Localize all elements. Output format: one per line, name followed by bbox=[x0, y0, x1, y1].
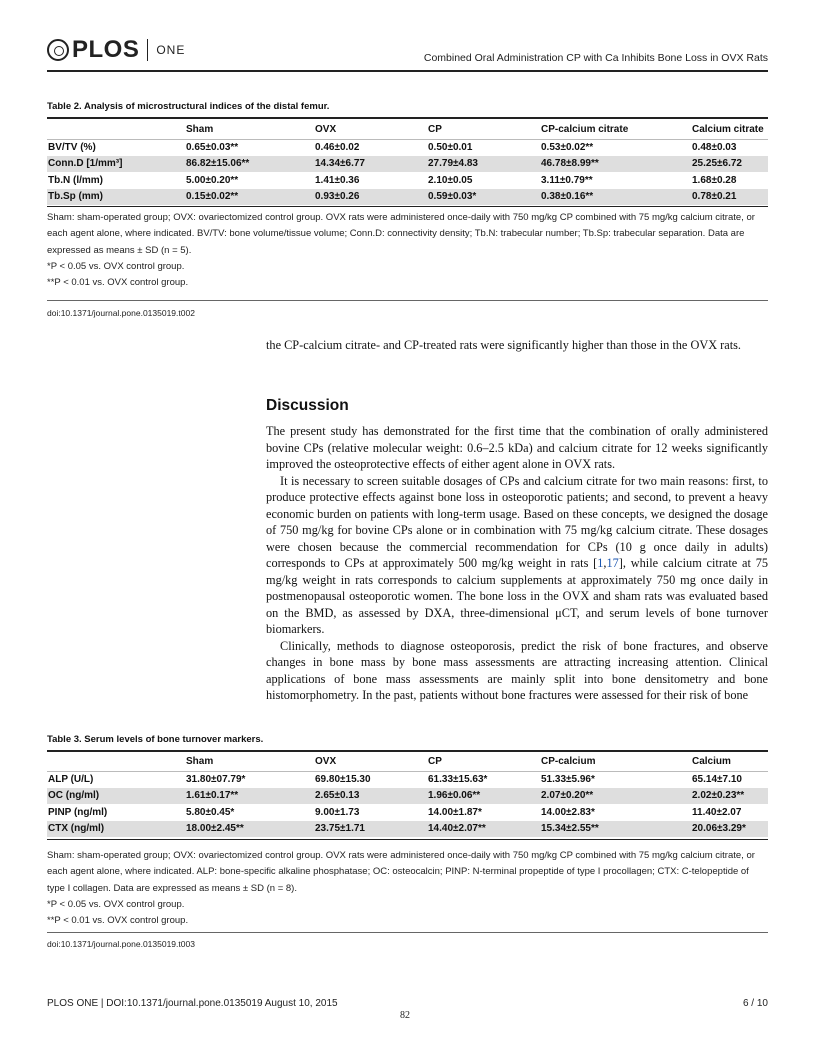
text: , bbox=[603, 556, 607, 570]
section-heading: Discussion bbox=[266, 397, 349, 414]
paragraph: The present study has demonstrated for the first time that the combination of orally administered bovine CPs (relative molecular weight: 0.6–2.5 kDa) and calcium citrate for 12 weeks significantly improved the osteoprotective effects of either agent alone in OVX rats. bbox=[266, 424, 768, 471]
table2-caption: Table 2. Analysis of microstructural indices of the distal femur. bbox=[47, 101, 330, 112]
logo-divider bbox=[147, 39, 148, 61]
column-header: Sham bbox=[186, 120, 315, 139]
logo-suffix: ONE bbox=[156, 43, 186, 57]
column-header: CP bbox=[428, 120, 541, 139]
table-cell: 20.06±3.29* bbox=[692, 821, 768, 838]
table2-notes bbox=[47, 210, 768, 291]
running-title: Combined Oral Administration CP with Ca Inhibits Bone Loss in OVX Rats bbox=[423, 52, 768, 64]
table-cell: 2.10±0.05 bbox=[428, 174, 473, 186]
table-cell: 15.34±2.55** bbox=[541, 821, 692, 838]
table-cell: 31.80±07.79* bbox=[186, 774, 246, 785]
table3-doi-rule bbox=[47, 932, 768, 933]
table-cell: 0.65±0.03** bbox=[186, 142, 239, 153]
paragraph bbox=[266, 473, 768, 638]
table-cell: 2.65±0.13 bbox=[315, 788, 428, 805]
table-cell: 1.68±0.28 bbox=[692, 174, 737, 186]
table-cell: 0.59±0.03* bbox=[428, 189, 541, 206]
table-cell: 0.78±0.21 bbox=[692, 189, 768, 206]
table-cell: 69.80±15.30 bbox=[315, 774, 371, 785]
plos-logo-icon bbox=[47, 39, 69, 61]
reference-link[interactable]: 1 bbox=[597, 556, 604, 570]
table3-note: Sham: sham-operated group; OVX: ovariectomized control group. OVX rats were administered once-daily with 750 mg/kg CP combined with 75 mg/kg calcium citrate, or each agent alone, where indicated. ALP: bone-specific alkaline phosphatase; OC: osteocalcin; PINP: N-terminal propeptide of type I procollagen; CTX: C-telopeptide of type I collagen. Data are expressed as means ± SD (n = 8). bbox=[47, 850, 755, 894]
table-cell: 61.33±15.63* bbox=[428, 774, 488, 785]
table3-bottom-rule bbox=[47, 839, 768, 840]
column-header bbox=[47, 120, 186, 139]
table2-note: Sham: sham-operated group; OVX: ovariectomized control group. OVX rats were administered once-daily with 750 mg/kg CP combined with 75 mg/kg calcium citrate, or each agent alone, where indicated. BV/TV: bone volume/tissue volume; Conn.D: connectivity density; Tb.N: trabecular number; Tb.Sp: trabecular separation. Data are expressed as means ± SD (n = 5). bbox=[47, 212, 755, 256]
table-cell: 1.41±0.36 bbox=[315, 174, 360, 186]
page-number: 6 / 10 bbox=[742, 998, 768, 1009]
table-row bbox=[47, 788, 768, 805]
table2-doi-rule bbox=[47, 300, 768, 301]
table2-doi: doi:10.1371/journal.pone.0135019.t002 bbox=[47, 308, 195, 318]
column-header: CP bbox=[428, 752, 541, 771]
stamp-number: 82 bbox=[400, 1010, 410, 1021]
table-cell: 0.15±0.02** bbox=[186, 189, 315, 206]
logo-text: PLOS bbox=[72, 36, 140, 63]
table2-top-rule bbox=[47, 117, 768, 119]
table-cell: 14.40±2.07** bbox=[428, 821, 541, 838]
column-header: Calcium citrate bbox=[692, 120, 768, 139]
column-header: CP-calcium citrate bbox=[541, 120, 692, 139]
table-cell: 2.07±0.20** bbox=[541, 788, 692, 805]
table-row bbox=[47, 771, 768, 788]
table-cell: 3.11±0.79** bbox=[541, 174, 593, 186]
table-cell: 5.00±0.20** bbox=[186, 174, 239, 186]
table-cell: 1.61±0.17** bbox=[186, 788, 315, 805]
column-header: OVX bbox=[315, 120, 428, 139]
table2-note: **P < 0.01 vs. OVX control group. bbox=[47, 277, 189, 289]
table2-note: *P < 0.05 vs. OVX control group. bbox=[47, 260, 185, 272]
row-label: PINP (ng/ml) bbox=[48, 806, 108, 818]
table-cell: 0.53±0.02** bbox=[541, 142, 594, 153]
table-row bbox=[47, 172, 768, 189]
table-cell: 0.50±0.01 bbox=[428, 142, 473, 153]
table-cell: 18.00±2.45** bbox=[186, 821, 315, 838]
table-row bbox=[47, 156, 768, 173]
header-rule bbox=[47, 70, 768, 72]
table-cell: 25.25±6.72 bbox=[692, 156, 768, 173]
table-cell: 23.75±1.71 bbox=[315, 821, 428, 838]
table-cell: 14.34±6.77 bbox=[315, 156, 428, 173]
row-label: ALP (U/L) bbox=[48, 774, 94, 785]
table-row bbox=[47, 189, 768, 206]
table2 bbox=[47, 120, 768, 205]
row-label: BV/TV (%) bbox=[48, 142, 96, 153]
paragraph-continued: the CP-calcium citrate- and CP-treated rats were significantly higher than those in the OVX rats. bbox=[266, 338, 741, 352]
table-cell: 0.48±0.03 bbox=[692, 142, 737, 153]
table-cell: 46.78±8.99** bbox=[541, 156, 692, 173]
text: ], while calcium citrate at 75 mg/kg weight in rats corresponds to calcium supplements at approximately 750 mg once daily in postmenopausal osteoporotic women. The bone loss in the OVX and sham rats was evaluated based on the BMD, as assessed by DXA, three-dimensional μCT, and serum levels of bone turnover biomarkers. bbox=[266, 556, 768, 636]
reference-link[interactable]: 17 bbox=[606, 556, 619, 570]
table2-bottom-rule bbox=[47, 206, 768, 207]
table-row bbox=[47, 139, 768, 156]
table-cell: 11.40±2.07 bbox=[692, 806, 742, 818]
table-cell: 0.38±0.16** bbox=[541, 189, 692, 206]
discussion-text bbox=[266, 423, 768, 704]
row-label: Conn.D [1/mm³] bbox=[47, 156, 186, 173]
table3-caption: Table 3. Serum levels of bone turnover markers. bbox=[47, 734, 264, 745]
table-cell: 5.80±0.45* bbox=[186, 806, 235, 818]
column-header bbox=[47, 752, 186, 771]
table3 bbox=[47, 752, 768, 837]
table3-notes bbox=[47, 848, 768, 929]
footer-citation: PLOS ONE | DOI:10.1371/journal.pone.0135019 August 10, 2015 bbox=[47, 998, 338, 1009]
table-cell: 1.96±0.06** bbox=[428, 788, 541, 805]
table3-note: *P < 0.05 vs. OVX control group. bbox=[47, 898, 185, 910]
plos-logo bbox=[47, 36, 185, 64]
row-label: Tb.Sp (mm) bbox=[47, 189, 186, 206]
table-cell: 65.14±7.10 bbox=[692, 774, 742, 785]
table-cell: 27.79±4.83 bbox=[428, 156, 541, 173]
table-row bbox=[47, 804, 768, 821]
table-cell: 0.46±0.02 bbox=[315, 142, 360, 153]
table3-note: **P < 0.01 vs. OVX control group. bbox=[47, 915, 189, 927]
row-label: Tb.N (l/mm) bbox=[48, 174, 103, 186]
table-cell: 14.00±1.87* bbox=[428, 806, 482, 818]
table-cell: 86.82±15.06** bbox=[186, 156, 315, 173]
row-label: CTX (ng/ml) bbox=[47, 821, 186, 838]
table-cell: 9.00±1.73 bbox=[315, 806, 360, 818]
table-cell: 2.02±0.23** bbox=[692, 788, 768, 805]
paragraph: Clinically, methods to diagnose osteoporosis, predict the risk of bone fractures, and observe changes in bone mass by bone mass assessments are attracting increasing attention. Clinical applications of bone mass assessments are mainly split into bone densitometry and bone histomorphometry. In the past, patients without bone fractures were assessed for their risk of bone bbox=[266, 638, 768, 702]
table-cell: 14.00±2.83* bbox=[541, 806, 595, 818]
table-row bbox=[47, 821, 768, 838]
text: It is necessary to screen suitable dosages of CPs and calcium citrate for two main reasons: first, to produce protective effects against bone loss in osteoporotic patients; and second, to prevent a heavy economic burden on patients with long-term usage. Based on these concepts, we designed the dosage of 750 mg/kg for bovine CPs alone or in combination with 75 mg/kg calcium citrate. These dosages were chosen because the commercial recommendation for CPs (10 g once daily in adults) corresponds to CPs at approximately 500 mg/kg weight in rats [ bbox=[266, 473, 768, 570]
table3-doi: doi:10.1371/journal.pone.0135019.t003 bbox=[47, 939, 195, 949]
table-cell: 0.93±0.26 bbox=[315, 189, 428, 206]
column-header: Sham bbox=[186, 752, 315, 771]
row-label: OC (ng/ml) bbox=[47, 788, 186, 805]
table-cell: 51.33±5.96* bbox=[541, 774, 595, 785]
column-header: OVX bbox=[315, 752, 428, 771]
column-header: CP-calcium bbox=[541, 752, 692, 771]
column-header: Calcium bbox=[692, 752, 768, 771]
